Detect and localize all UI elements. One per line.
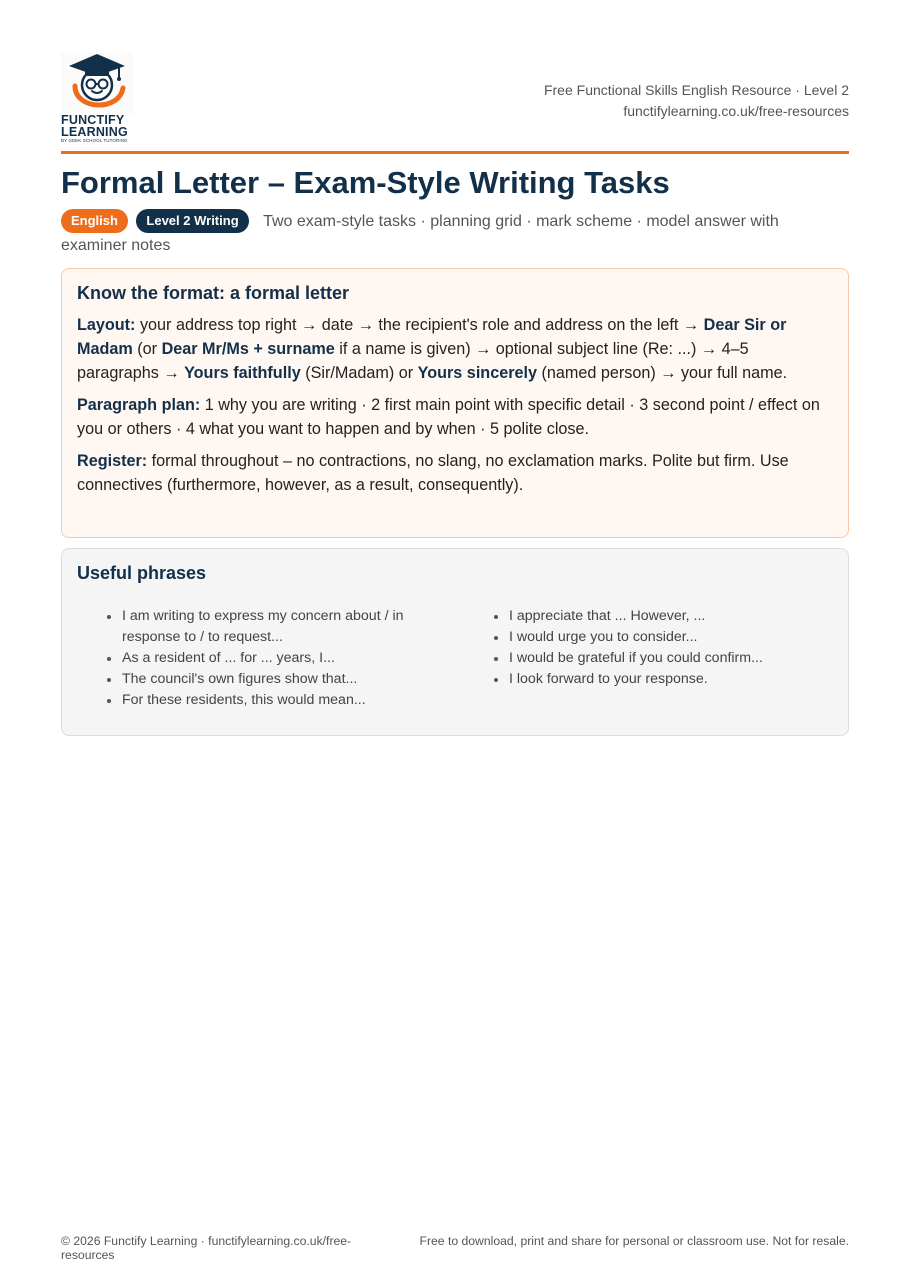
subtitle-text: Two exam-style tasks · planning grid · mark scheme · model answer with examiner notes <box>61 213 779 254</box>
format-heading: Know the format: a formal letter <box>77 283 350 303</box>
header-divider <box>61 151 849 154</box>
logo-line-2: LEARNING <box>61 125 128 139</box>
paragraph-plan <box>77 393 833 441</box>
phrases-heading: Useful phrases <box>77 563 207 583</box>
register-paragraph <box>77 449 833 497</box>
layout-text-e: if a name is given) → optional subject line (Re: ...) → 4–5 paragraphs → <box>77 340 749 382</box>
layout-text-h: Yours sincerely <box>417 364 538 382</box>
logo-line-1: FUNCTIFY <box>61 113 125 127</box>
brand-logo-text <box>61 114 133 144</box>
layout-text-c: (or <box>132 340 162 358</box>
list-item: I would be grateful if you could confirm... <box>494 648 834 669</box>
layout-paragraph <box>77 313 833 385</box>
list-item: I am writing to express my concern about / in response to / to request... <box>107 606 447 648</box>
paragraph-plan-label: Paragraph plan: <box>77 396 201 414</box>
layout-text-g: (Sir/Madam) or <box>300 364 418 382</box>
list-item: I would urge you to consider... <box>494 627 834 648</box>
layout-text-d: Dear Mr/Ms + surname <box>161 340 335 358</box>
page-header <box>61 52 849 152</box>
subject-badge: English <box>61 209 128 233</box>
list-item: For these residents, this would mean... <box>107 690 447 711</box>
layout-text-i: (named person) → your full name. <box>537 364 788 382</box>
list-item: I look forward to your response. <box>494 669 834 690</box>
layout-text-f: Yours faithfully <box>184 364 301 382</box>
format-box <box>61 268 849 538</box>
phrases-column-right <box>494 606 834 690</box>
paragraph-plan-text: 1 why you are writing · 2 first main point with specific detail · 3 second point / effect on you or others · 4 what you want to happen and by when · 5 polite close. <box>77 396 820 438</box>
brand-logo[interactable] <box>61 52 133 148</box>
page-title: Formal Letter – Exam-Style Writing Tasks <box>61 165 670 200</box>
resource-label: Free Functional Skills English Resource · Level 2 <box>543 82 849 98</box>
register-label: Register: <box>77 452 148 470</box>
level-badge: Level 2 Writing <box>136 209 248 233</box>
footer-copyright: © 2026 Functify Learning · functifylearning.co.uk/free-resources <box>61 1234 352 1262</box>
list-item: The council's own figures show that... <box>107 669 447 690</box>
layout-label: Layout: <box>77 316 136 334</box>
layout-text-b: Dear Sir or Madam <box>77 316 787 358</box>
phrases-column-left <box>107 606 447 711</box>
subtitle-line <box>61 209 849 258</box>
graduate-mascot-icon <box>61 52 133 114</box>
layout-text-a: your address top right → date → the recipient's role and address on the left → <box>135 316 704 334</box>
list-item: I appreciate that ... However, ... <box>494 606 834 627</box>
resource-url[interactable]: functifylearning.co.uk/free-resources <box>623 103 849 119</box>
register-text: formal throughout – no contractions, no slang, no exclamation marks. Polite but firm. Use connectives (furthermore, however, as a result, consequently). <box>77 452 789 494</box>
footer-license: Free to download, print and share for personal or classroom use. Not for resale. <box>419 1234 849 1248</box>
phrases-box <box>61 548 849 736</box>
logo-line-3: BY GEEK SCHOOL TUTORING <box>61 138 128 143</box>
list-item: As a resident of ... for ... years, I... <box>107 648 447 669</box>
header-info <box>544 80 849 122</box>
